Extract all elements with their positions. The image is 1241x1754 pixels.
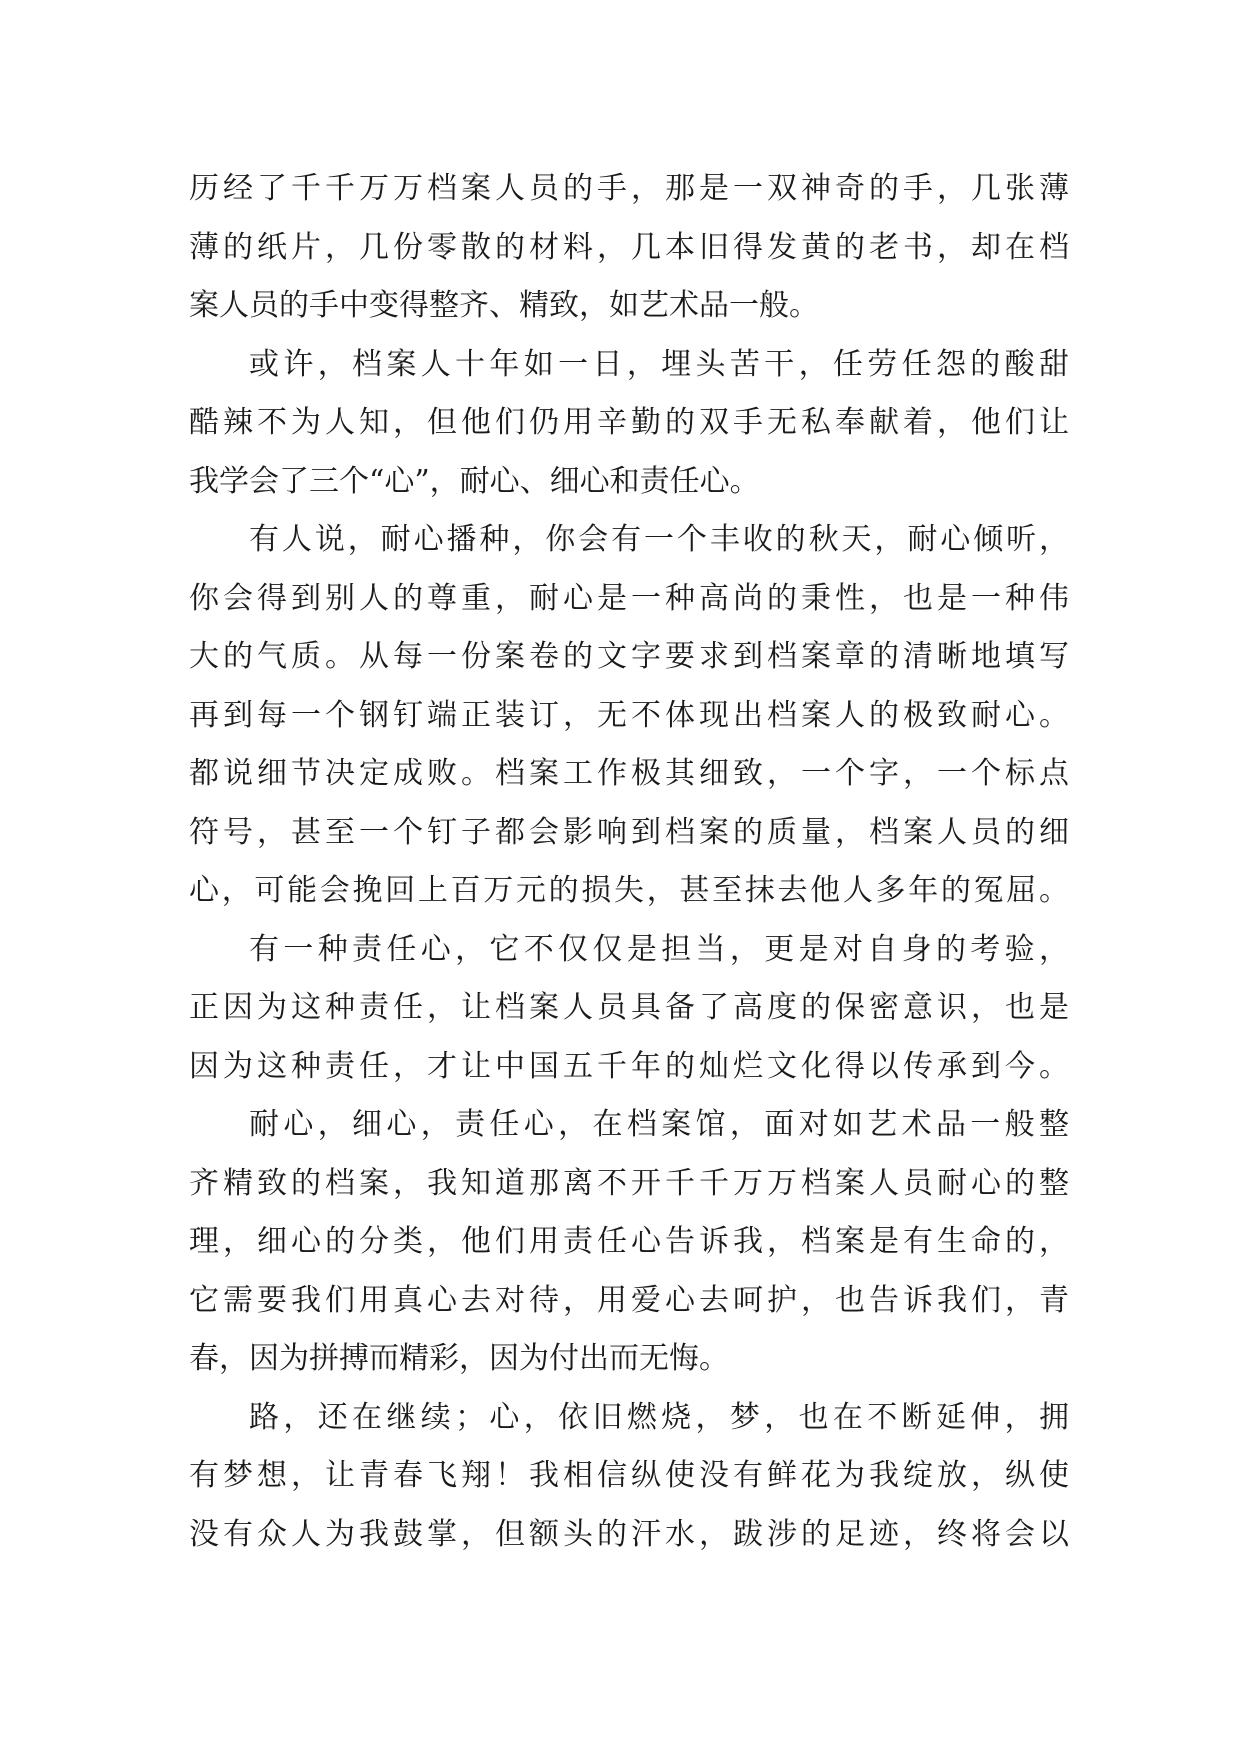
text-line: 再到每一个钢钉端正装订，无不体现出档案人的极致耐心。 [189, 697, 1069, 733]
text-line: 有人说，耐心播种，你会有一个丰收的秋天，耐心倾听， [249, 522, 1069, 557]
text-line: 符号，甚至一个钉子都会影响到档案的质量，档案人员的细 [189, 814, 1069, 850]
text-line: 春，因为拼搏而精彩，因为付出而无悔。 [189, 1341, 729, 1376]
text-line: 有一种责任心，它不仅仅是担当，更是对自身的考验， [249, 931, 1069, 967]
text-line: 薄的纸片，几份零散的材料，几本旧得发黄的老书，却在档 [189, 229, 1069, 265]
text-line: 酷辣不为人知，但他们仍用辛勤的双手无私奉献着，他们让 [189, 405, 1069, 440]
document-body [189, 160, 1069, 1564]
text-line: 有梦想，让青春飞翔！我相信纵使没有鲜花为我绽放，纵使 [189, 1458, 1069, 1493]
text-line: 它需要我们用真心去对待，用爱心去呵护，也告诉我们，青 [189, 1282, 1069, 1318]
text-line: 你会得到别人的尊重，耐心是一种高尚的秉性，也是一种伟 [189, 580, 1069, 616]
text-line: 没有众人为我鼓掌，但额头的汗水，跋涉的足迹，终将会以 [189, 1516, 1069, 1552]
text-line: 大的气质。从每一份案卷的文字要求到档案章的清晰地填写 [189, 639, 1069, 674]
text-line: 路，还在继续；心，依旧燃烧，梦，也在不断延伸，拥 [249, 1399, 1069, 1435]
text-line: 耐心，细心，责任心，在档案馆，面对如艺术品一般整 [249, 1107, 1069, 1142]
text-line: 案人员的手中变得整齐、精致，如艺术品一般。 [189, 288, 819, 323]
text-line: 都说细节决定成败。档案工作极其细致，一个字，一个标点 [189, 756, 1069, 791]
text-line: 因为这种责任，才让中国五千年的灿烂文化得以传承到今。 [189, 1048, 1069, 1084]
text-line: 我学会了三个“心”，耐心、细心和责任心。 [189, 463, 760, 499]
text-line: 齐精致的档案，我知道那离不开千千万万档案人员耐心的整 [189, 1165, 1069, 1201]
text-line: 或许，档案人十年如一日，埋头苦干，任劳任怨的酸甜 [249, 346, 1069, 382]
text-line: 理，细心的分类，他们用责任心告诉我，档案是有生命的， [189, 1224, 1069, 1259]
text-line: 正因为这种责任，让档案人员具备了高度的保密意识，也是 [189, 990, 1069, 1025]
text-line: 历经了千千万万档案人员的手，那是一双神奇的手，几张薄 [189, 171, 1069, 206]
text-line: 心，可能会挽回上百万元的损失，甚至抹去他人多年的冤屈。 [189, 873, 1069, 908]
